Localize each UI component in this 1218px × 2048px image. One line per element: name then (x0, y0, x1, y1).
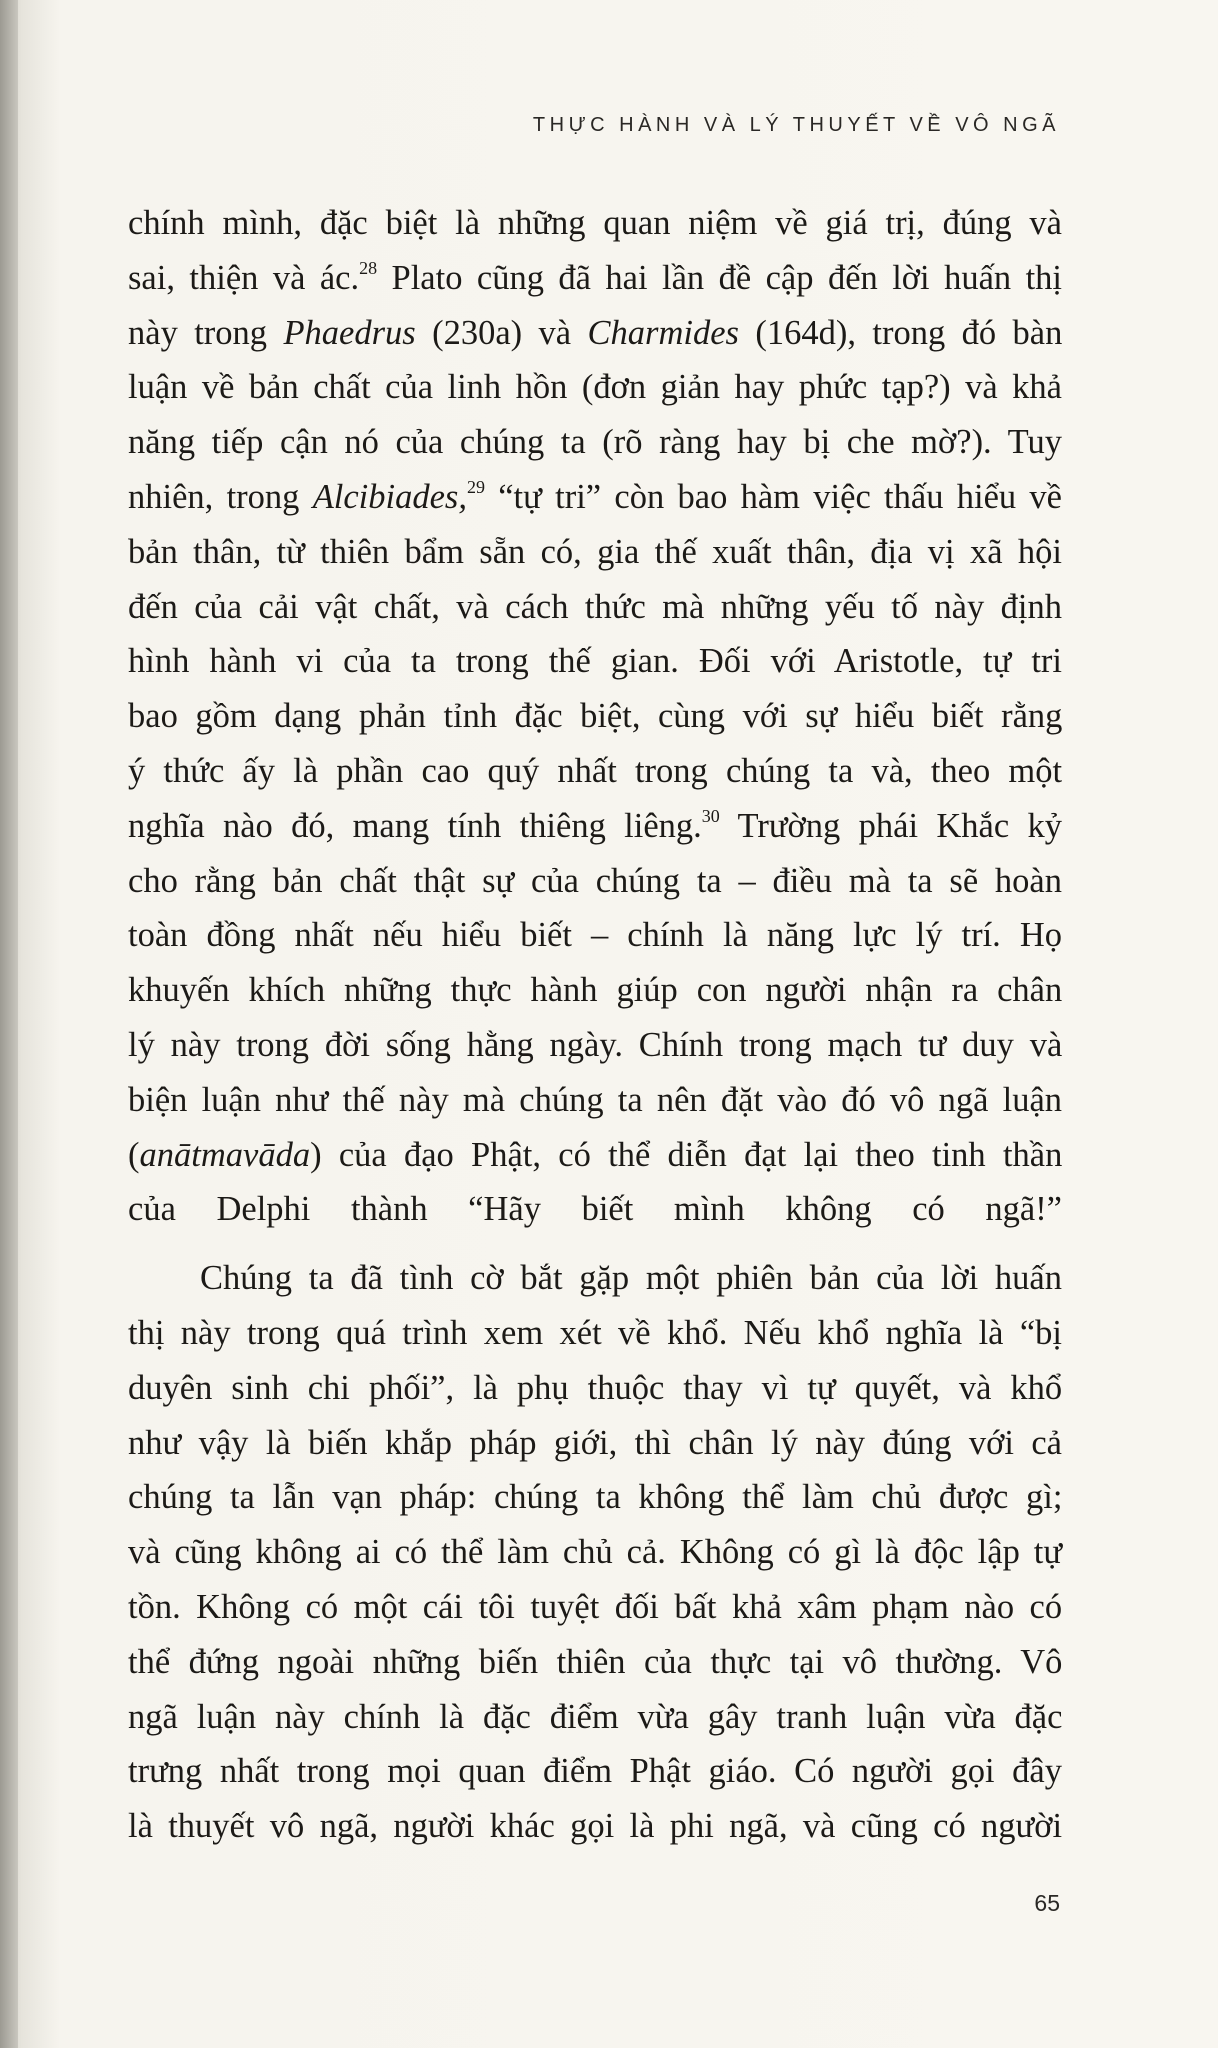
text-line: của Delphi thành “Hãy biết mình không có ngã!” (128, 1190, 1062, 1229)
page-number: 65 (1034, 1890, 1060, 1916)
text-line: như vậy là biến khắp pháp giới, thì chân lý này đúng với cả (128, 1423, 1062, 1462)
text-line: toàn đồng nhất nếu hiểu biết – chính là năng lực lý trí. Họ (128, 916, 1062, 955)
text-line: bản thân, từ thiên bẩm sẵn có, gia thế xuất thân, địa vị xã hội (128, 532, 1062, 571)
italic-term: anātmavāda (139, 1135, 311, 1174)
text-line: chúng ta lẫn vạn pháp: chúng ta không thể làm chủ được gì; (128, 1478, 1063, 1517)
text-line: nghĩa nào đó, mang tính thiêng liêng.$^{30}$ Trường phái Khắc kỷ (128, 806, 1062, 845)
text-line: thị này trong quá trình xem xét về khổ. Nếu khổ nghĩa là “bị (128, 1313, 1062, 1352)
italic-title: Alcibiades, (312, 477, 467, 516)
footnote-ref: 29 (466, 477, 485, 498)
text-line: luận về bản chất của linh hồn (đơn giản hay phức tạp?) và khả (128, 368, 1062, 407)
italic-title: Charmides (587, 313, 739, 352)
text-line: ý thức ấy là phần cao quý nhất trong chúng ta và, theo một (128, 751, 1063, 790)
text-line: cho rằng bản chất thật sự của chúng ta – điều mà ta sẽ hoàn (128, 861, 1062, 900)
paragraph-1 (128, 196, 1062, 1237)
text-line: thể đứng ngoài những biến thiên của thực tại vô thường. Vô (128, 1642, 1063, 1681)
text-line: là thuyết vô ngã, người khác gọi là phi ngã, và cũng có người (128, 1807, 1063, 1846)
text-line: duyên sinh chi phối”, là phụ thuộc thay vì tự quyết, và khổ (128, 1368, 1063, 1407)
text-line: chính mình, đặc biệt là những quan niệm về giá trị, đúng và (128, 204, 1062, 242)
text-line: tồn. Không có một cái tôi tuyệt đối bất khả xâm phạm nào có (128, 1587, 1063, 1626)
text-line: này trong Phaedrus (230a) và Charmides (164d), trong đó bàn (128, 313, 1063, 352)
body-text (128, 196, 1062, 1854)
footnote-ref: 30 (701, 806, 720, 827)
footnote-ref: 28 (359, 258, 378, 279)
text-line: biện luận như thế này mà chúng ta nên đặt vào đó vô ngã luận (128, 1080, 1063, 1119)
text-line: (anātmavāda) của đạo Phật, có thể diễn đạt lại theo tinh thần (128, 1135, 1063, 1174)
text-line: khuyến khích những thực hành giúp con người nhận ra chân (128, 971, 1063, 1010)
running-header: THỰC HÀNH VÀ LÝ THUYẾT VỀ VÔ NGÃ (532, 114, 1060, 136)
text-line: ngã luận này chính là đặc điểm vừa gây tranh luận vừa đặc (128, 1697, 1063, 1736)
text-line: lý này trong đời sống hằng ngày. Chính trong mạch tư duy và (128, 1025, 1063, 1064)
text-line: đến của cải vật chất, và cách thức mà những yếu tố này định (128, 587, 1062, 626)
text-line: nhiên, trong Alcibiades,$^{29}$ “tự tri” còn bao hàm việc thấu hiểu về (128, 477, 1062, 516)
paragraph-2 (128, 1251, 1062, 1854)
text-line: và cũng không ai có thể làm chủ cả. Không có gì là độc lập tự (128, 1533, 1063, 1572)
text-line: bao gồm dạng phản tỉnh đặc biệt, cùng với sự hiểu biết rằng (128, 697, 1063, 736)
text-line: hình hành vi của ta trong thế gian. Đối với Aristotle, tự tri (128, 642, 1062, 681)
text-line: Chúng ta đã tình cờ bắt gặp một phiên bản của lời huấn (200, 1259, 1062, 1298)
text-line: trưng nhất trong mọi quan điểm Phật giáo. Có người gọi đây (128, 1752, 1062, 1791)
text-line: năng tiếp cận nó của chúng ta (rõ ràng hay bị che mờ?). Tuy (128, 423, 1062, 462)
spine-shadow (0, 0, 18, 2048)
text-line: sai, thiện và ác.$^{28}$ Plato cũng đã hai lần đề cập đến lời huấn thị (128, 258, 1062, 297)
italic-title: Phaedrus (283, 313, 416, 352)
